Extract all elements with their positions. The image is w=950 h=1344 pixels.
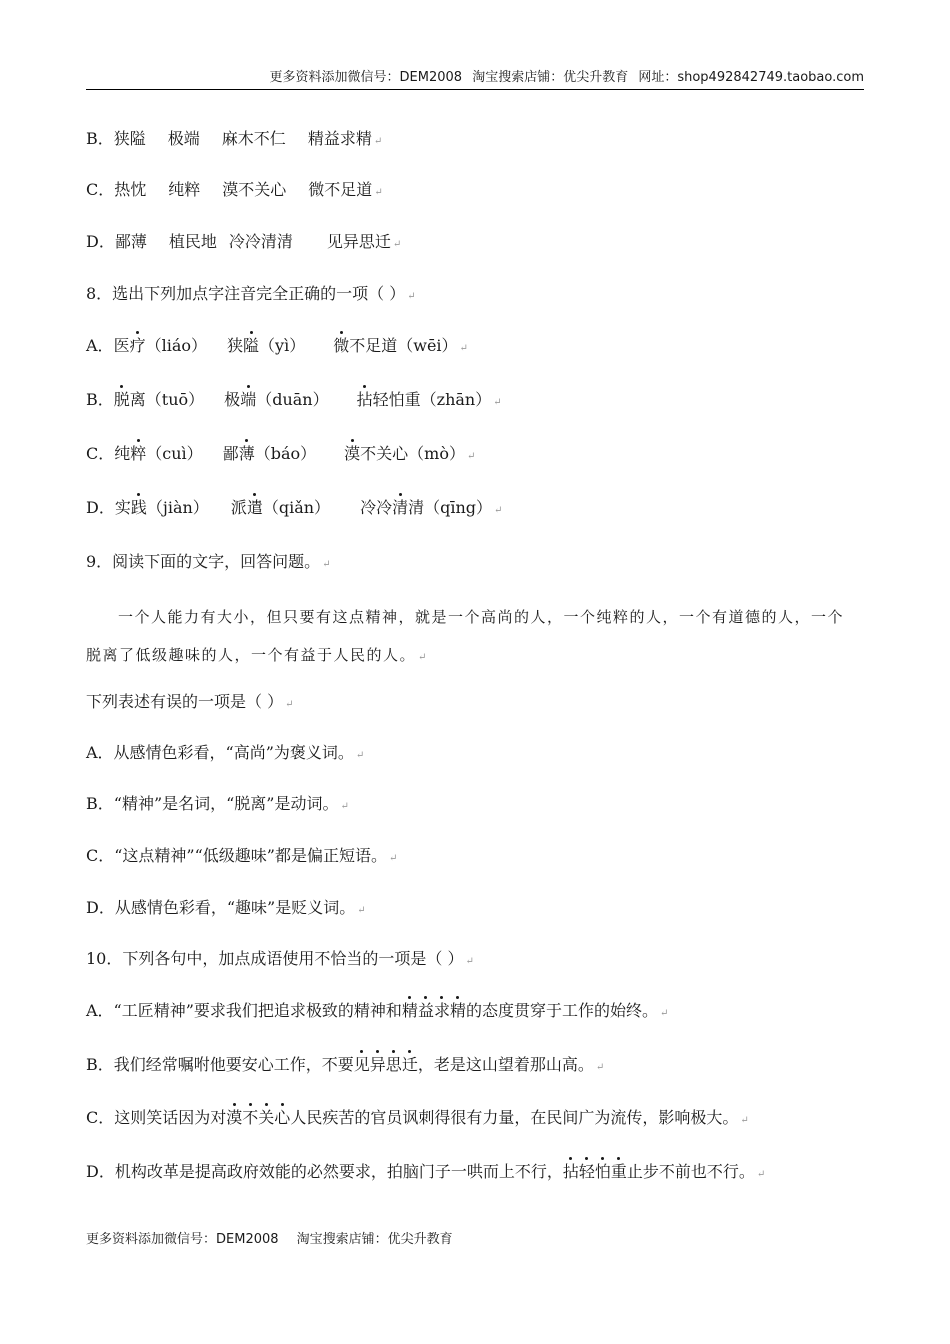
q9-passage: 一个人能力有大小，但只要有这点精神，就是一个高尚的人，一个纯粹的人，一个有道德的人，一个脱离了低级趣味的人，一个有益于人民的人。 ↵ <box>86 608 845 664</box>
header-url: 网址：shop492842749.taobao.com <box>638 70 864 85</box>
q8-option-d: D．实践（jiàn） 派遣（qiǎn） 冷冷清清（qīng） ↵ <box>86 496 858 523</box>
q8-option-c: C．纯粹（cuì） 鄙薄（báo） 漠不关心（mò） ↵ <box>86 442 858 469</box>
q9-option-a: A．从感情色彩看，“高尚”为褒义词。 ↵ <box>86 743 365 762</box>
q8-option-b: B．脱离（tuō） 极端（duān） 拈轻怕重（zhān） ↵ <box>86 388 858 415</box>
q9-option-d: D．从感情色彩看，“趣味”是贬义词。 ↵ <box>86 898 366 917</box>
footer-wechat: 更多资料添加微信号：DEM2008 <box>86 1232 279 1247</box>
q9-option-b: B．“精神”是名词，“脱离”是动词。 ↵ <box>86 794 349 813</box>
q10-stem: 10．下列各句中，加点成语使用不恰当的一项是（ ） ↵ <box>86 949 474 968</box>
q9-question: 下列表述有误的一项是（ ） ↵ <box>86 692 294 711</box>
q7-option-c: C．热忱 纯粹 漠不关心 微不足道 ↵ <box>86 180 383 199</box>
q9-option-c: C．“这点精神”“低级趣味”都是偏正短语。 ↵ <box>86 846 398 865</box>
header-store: 淘宝搜索店铺：优尖升教育 <box>472 70 629 85</box>
q10-option-c: C．这则笑话因为对漠不关心人民疾苦的官员讽刺得很有力量，在民间广为流传，影响极大。 ↵ <box>86 1106 858 1133</box>
page-header <box>86 66 864 90</box>
page-footer <box>86 1228 453 1247</box>
footer-store: 淘宝搜索店铺：优尖升教育 <box>296 1232 453 1247</box>
q8-stem: 8．选出下列加点字注音完全正确的一项（ ） ↵ <box>86 284 416 303</box>
q10-option-b: B．我们经常嘱咐他要安心工作，不要见异思迁，老是这山望着那山高。 ↵ <box>86 1053 858 1080</box>
q7-option-b: B．狭隘 极端 麻木不仁 精益求精 ↵ <box>86 129 383 148</box>
q9-stem: 9．阅读下面的文字，回答问题。 ↵ <box>86 552 331 571</box>
header-wechat: 更多资料添加微信号：DEM2008 <box>269 70 463 85</box>
q8-option-a: A．医疗（liáo） 狭隘（yì） 微不足道（wēi） ↵ <box>86 334 858 361</box>
q7-option-d: D．鄙薄 植民地 冷冷清清 见异思迁 ↵ <box>86 232 402 251</box>
q10-option-d: D．机构改革是提高政府效能的必然要求，拍脑门子一哄而上不行，拈轻怕重止步不前也不行。 ↵ <box>86 1160 858 1187</box>
q10-option-a: A．“工匠精神”要求我们把追求极致的精神和精益求精的态度贯穿于工作的始终。 ↵ <box>86 999 858 1026</box>
